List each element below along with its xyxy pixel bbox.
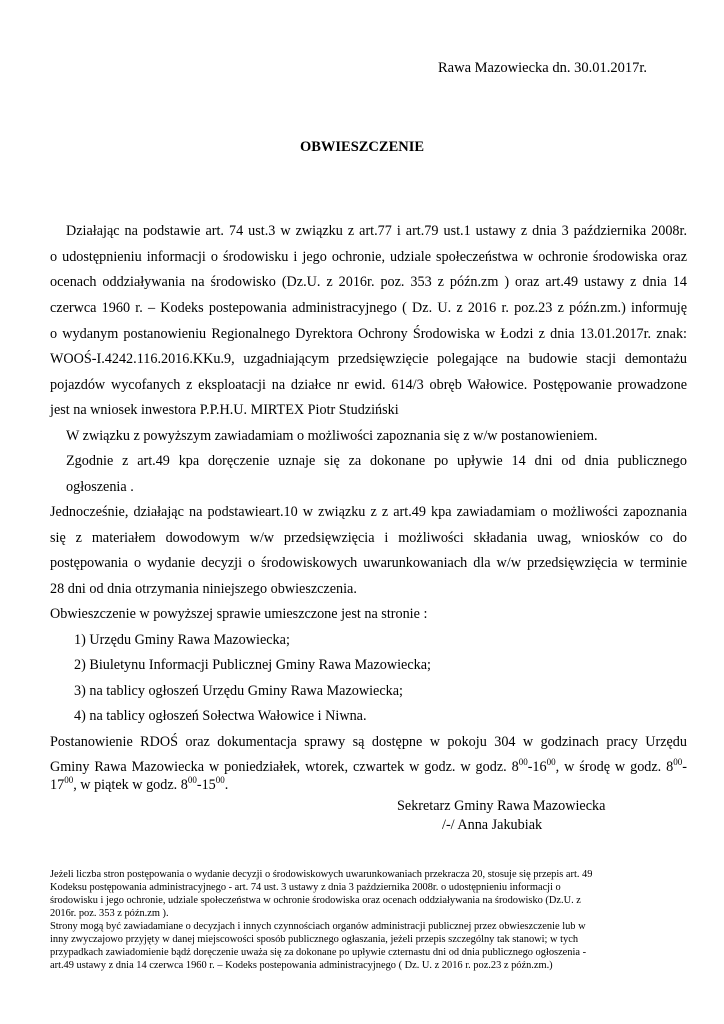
- text-line: postępowania o wydanie decyzji o środowiskowych uwarunkowaniach dla w/w przedsięwzięcia w terminie: [50, 555, 687, 571]
- text-line: WOOŚ-I.4242.116.2016.KKu.9, uzgadniającym przedsięwzięcie polegające na budowie stacji demontażu: [50, 351, 687, 367]
- signature-name: /-/ Anna Jakubiak: [442, 817, 543, 833]
- text-line: Działając na podstawie art. 74 ust.3 w związku z art.77 i art.79 ust.1 ustawy z dnia 3 października 2008r.: [66, 223, 687, 239]
- list-item: 4) na tablicy ogłoszeń Sołectwa Wałowice i Niwna.: [74, 708, 367, 724]
- footnote-line: 2016r. poz. 353 z późn.zm ).: [50, 908, 169, 919]
- text-line: Postanowienie RDOŚ oraz dokumentacja sprawy są dostępne w pokoju 304 w godzinach pracy Urzędu: [50, 734, 687, 750]
- paragraph-publication: Obwieszczenie w powyższej sprawie umieszczone jest na stronie :: [50, 606, 428, 622]
- text-line: czerwca 1960 r. – Kodeks postepowania administracyjnego ( Dz. U. z 2016 r. poz.23 z późn.zm.) informuję: [50, 300, 687, 316]
- text-line: Jednocześnie, działając na podstawieart.10 w związku z z art.49 kpa zawiadamiam o możliwości zapoznania: [50, 504, 687, 520]
- footnote-line: środowisku i jego ochronie, udziale społeczeństwa w ochronie środowiska oraz ocenach oddziaływania na środowisko (Dz.U. z: [50, 895, 581, 906]
- text-line: o udostępnieniu informacji o środowisku i jego ochronie, udziale społeczeństwa w ochronie środowiska oraz: [50, 249, 687, 265]
- text-line: o wydanym postanowieniu Regionalnego Dyrektora Ochrony Środowiska w Łodzi z dnia 13.01.2017r. znak:: [50, 326, 687, 342]
- text-line: ogłoszenia .: [66, 479, 134, 495]
- footnote-line: Jeżeli liczba stron postępowania o wydanie decyzji o środowiskowych uwarunkowaniach przekracza 20, stosuje się przepis art. 49: [50, 869, 593, 880]
- paragraph-notice: W związku z powyższym zawiadamiam o możliwości zapoznania się z w/w postanowieniem.: [66, 428, 598, 444]
- list-item: 2) Biuletynu Informacji Publicznej Gminy Rawa Mazowiecka;: [74, 657, 431, 673]
- document-title: OBWIESZCZENIE: [299, 139, 425, 155]
- footnote-line: art.49 ustawy z dnia 14 czerwca 1960 r. – Kodeks postepowania administracyjnego ( Dz. U. z 2016 r. poz.23 z późn.zm.): [50, 960, 553, 971]
- text-line: Gminy Rawa Mazowiecka w poniedziałek, wtorek, czwartek w godz. w godz. $8^{00}-16^{00}$, w środę w godz. $8^{00}-$: [50, 757, 687, 775]
- text-line: 28 dni od dnia otrzymania niniejszego obwieszczenia.: [50, 581, 357, 597]
- footnote-line: Kodeksu postępowania administracyjnego - art. 74 ust. 3 ustawy z dnia 3 października 2008r. o udostępnieniu informacji o: [50, 882, 561, 893]
- text-line: ocenach oddziaływania na środowisko (Dz.U. z 2016r. poz. 353 z późn.zm ) oraz art.49 ustawy z dnia 14: [50, 274, 687, 290]
- text-line: Zgodnie z art.49 kpa doręczenie uznaje się za dokonane po upływie 14 dni od dnia publicznego: [66, 453, 687, 469]
- list-item: 3) na tablicy ogłoszeń Urzędu Gminy Rawa Mazowiecka;: [74, 683, 403, 699]
- place-date: Rawa Mazowiecka dn. 30.01.2017r.: [438, 60, 647, 76]
- text-line: jest na wniosek inwestora P.P.H.U. MIRTEX Piotr Studziński: [50, 402, 399, 418]
- list-item: 1) Urzędu Gminy Rawa Mazowiecka;: [74, 632, 290, 648]
- footnote-line: Strony mogą być zawiadamiane o decyzjach i innych czynnościach organów administracji publicznej przez obwieszczenie lub w: [50, 921, 586, 932]
- text-line: $17^{00}$, w piątek w godz. $8^{00}-15^{00}$.: [50, 775, 229, 793]
- text-line: pojazdów wycofanych z eksploatacji na działce nr ewid. 614/3 obręb Wałowice. Postępowanie prowadzone: [50, 377, 687, 393]
- text-line: się z materiałem dowodowym w/w przedsięwzięcia i możliwości składania uwag, wniosków co do: [50, 530, 687, 546]
- footnote-line: inny zwyczajowo przyjęty w danej miejscowości sposób publicznego ogłaszania, jeżeli przepis szczególny tak stanowi; w tych: [50, 934, 579, 945]
- footnote-line: przypadkach zawiadomienie bądź doręczenie uważa się za dokonane po upływie czternastu dni od dnia publicznego ogłoszenia -: [50, 947, 587, 958]
- signature-title: Sekretarz Gminy Rawa Mazowiecka: [397, 798, 606, 814]
